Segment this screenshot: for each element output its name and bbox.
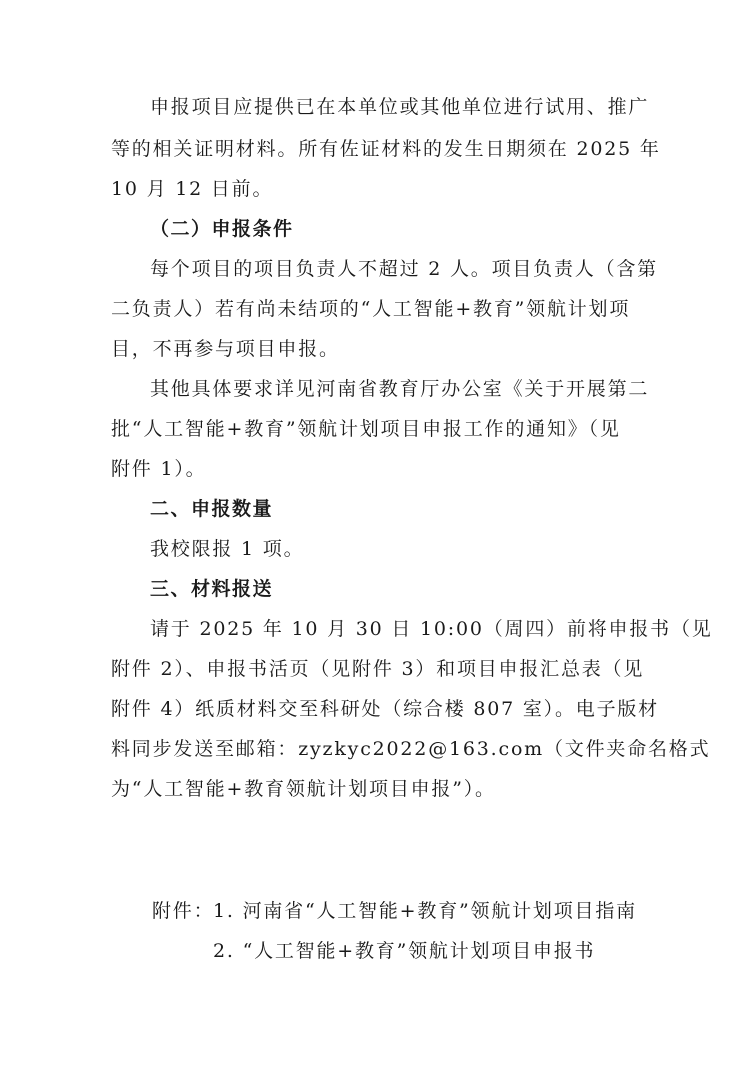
paragraph-line: 申报项目应提供已在本单位或其他单位进行试用、推广	[150, 96, 650, 118]
paragraph-line: 其他具体要求详见河南省教育厅办公室《关于开展第二	[150, 378, 650, 400]
section-heading: 二、申报数量	[150, 498, 274, 520]
attachment-item: 1. 河南省“人工智能+教育”领航计划项目指南	[213, 900, 637, 922]
paragraph-line: 目，不再参与项目申报。	[111, 338, 340, 360]
paragraph-line: 我校限报 1 项。	[150, 538, 305, 560]
paragraph-line: 请于 2025 年 10 月 30 日 10:00（周四）前将申报书（见	[150, 618, 713, 640]
paragraph-line: 料同步发送至邮箱：zyzkyc2022@163.com（文件夹命名格式	[111, 738, 711, 760]
paragraph-line: 二负责人）若有尚未结项的“人工智能+教育”领航计划项	[111, 298, 631, 320]
section-heading: 三、材料报送	[150, 578, 274, 600]
paragraph-line: 附件 1）。	[111, 458, 207, 480]
paragraph-line: 附件 2）、申报书活页（见附件 3）和项目申报汇总表（见	[111, 658, 645, 680]
attachments-label: 附件：	[152, 900, 215, 922]
paragraph-line: 附件 4）纸质材料交至科研处（综合楼 807 室）。电子版材	[111, 698, 659, 720]
paragraph-line: 为“人工智能+教育领航计划项目申报”）。	[111, 778, 496, 800]
section-heading: （二）申报条件	[150, 218, 294, 240]
paragraph-line: 等的相关证明材料。所有佐证材料的发生日期须在 2025 年	[111, 138, 661, 160]
attachment-item: 2. “人工智能+教育”领航计划项目申报书	[213, 940, 596, 962]
paragraph-line: 每个项目的项目负责人不超过 2 人。项目负责人（含第	[150, 258, 658, 280]
paragraph-line: 批“人工智能+教育”领航计划项目申报工作的通知》（见	[111, 418, 621, 440]
paragraph-line: 10 月 12 日前。	[111, 178, 274, 200]
